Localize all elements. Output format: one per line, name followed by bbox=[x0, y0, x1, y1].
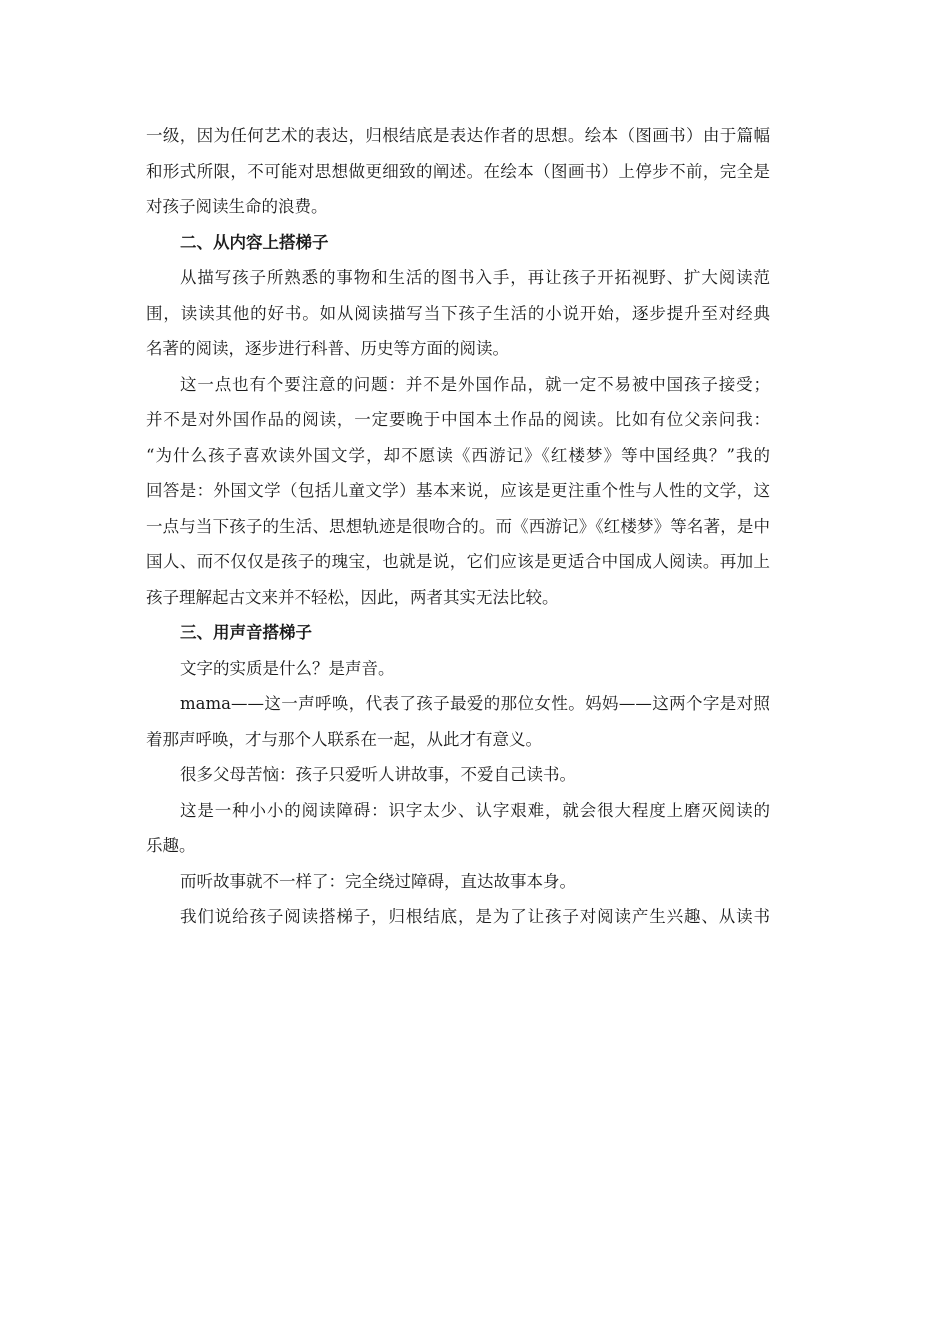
paragraph-0-line-2: 对孩子阅读生命的浪费。 bbox=[146, 197, 328, 216]
paragraph-7-line-0: 很多父母苦恼：孩子只爱听人讲故事，不爱自己读书。 bbox=[180, 765, 576, 784]
paragraph-10-line-0: 我们说给孩子阅读搭梯子，归根结底，是为了让孩子对阅读产生兴趣、从读书 bbox=[180, 907, 770, 926]
paragraph-3-line-4: 一点与当下孩子的生活、思想轨迹是很吻合的。而《西游记》《红楼梦》等名著，是中 bbox=[146, 516, 770, 536]
paragraph-2-line-1: 围，读读其他的好书。如从阅读描写当下孩子生活的小说开始，逐步提升至对经典 bbox=[146, 303, 770, 323]
section-heading-2: 二、从内容上搭梯子 bbox=[180, 232, 329, 252]
paragraph-5-line-0: 文字的实质是什么？是声音。 bbox=[180, 658, 395, 678]
document-page bbox=[146, 118, 770, 935]
paragraph-8-line-0: 这是一种小小的阅读障碍：识字太少、认字艰难，就会很大程度上磨灭阅读的 bbox=[180, 800, 770, 820]
paragraph-3-line-0: 这一点也有个要注意的问题：并不是外国作品，就一定不易被中国孩子接受； bbox=[180, 374, 770, 394]
section-heading-3: 三、用声音搭梯子 bbox=[180, 623, 312, 642]
paragraph-0-line-0: 一级，因为任何艺术的表达，归根结底是表达作者的思想。绘本（图画书）由于篇幅 bbox=[146, 126, 770, 145]
paragraph-0-line-1: 和形式所限，不可能对思想做更细致的阐述。在绘本（图画书）上停步不前，完全是 bbox=[146, 161, 770, 181]
paragraph-3-line-1: 并不是对外国作品的阅读，一定要晚于中国本土作品的阅读。比如有位父亲问我： bbox=[146, 410, 770, 429]
paragraph-3-line-2: “为什么孩子喜欢读外国文学，却不愿读《西游记》《红楼梦》等中国经典？”我的 bbox=[146, 445, 770, 465]
paragraph-3-line-3: 回答是：外国文学（包括儿童文学）基本来说，应该是更注重个性与人性的文学，这 bbox=[146, 481, 770, 500]
paragraph-8-line-1: 乐趣。 bbox=[146, 836, 196, 855]
paragraph-6-line-0: mama——这一声呼唤，代表了孩子最爱的那位女性。妈妈——这两个字是对照 bbox=[180, 694, 770, 713]
paragraph-3-line-5: 国人、而不仅仅是孩子的瑰宝，也就是说，它们应该是更适合中国成人阅读。再加上 bbox=[146, 552, 770, 571]
paragraph-9-line-0: 而听故事就不一样了：完全绕过障碍，直达故事本身。 bbox=[180, 871, 576, 891]
paragraph-6-line-1: 着那声呼唤，才与那个人联系在一起，从此才有意义。 bbox=[146, 729, 542, 749]
paragraph-2-line-0: 从描写孩子所熟悉的事物和生活的图书入手，再让孩子开拓视野、扩大阅读范 bbox=[180, 268, 770, 287]
paragraph-2-line-2: 名著的阅读，逐步进行科普、历史等方面的阅读。 bbox=[146, 339, 509, 358]
paragraph-3-line-6: 孩子理解起古文来并不轻松，因此，两者其实无法比较。 bbox=[146, 587, 559, 607]
